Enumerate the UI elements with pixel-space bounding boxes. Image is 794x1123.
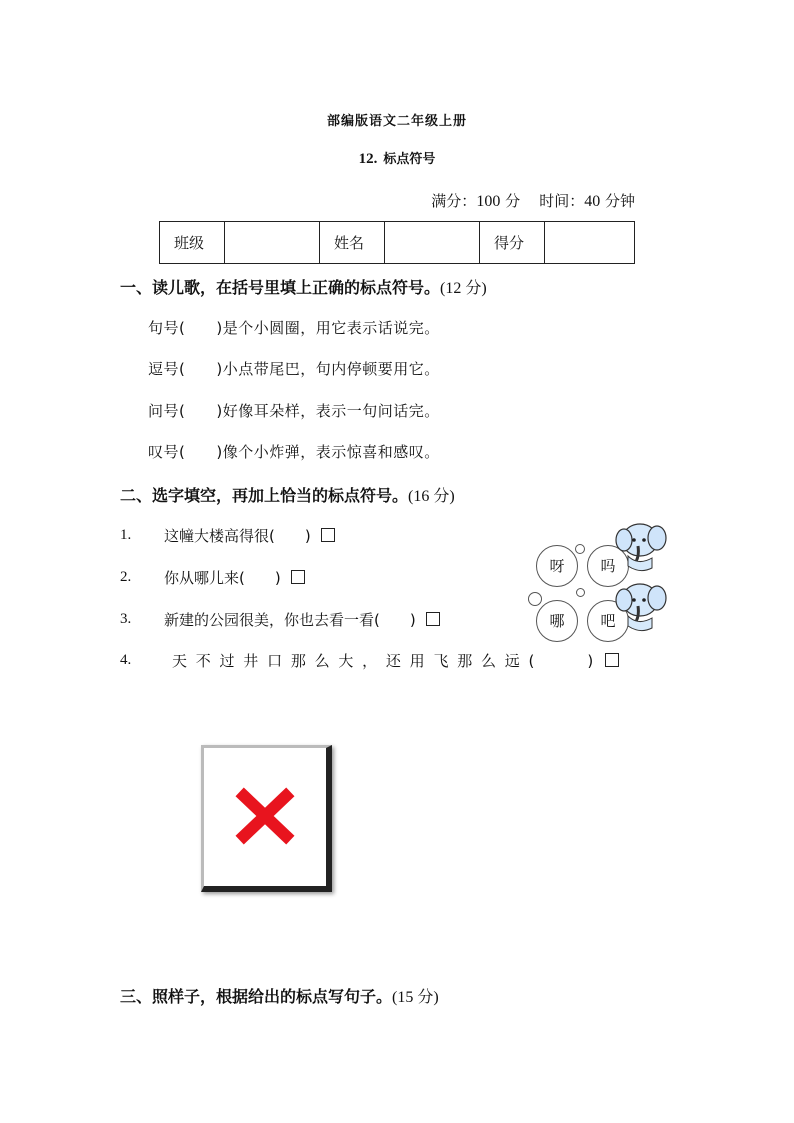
broken-image-placeholder — [201, 745, 332, 892]
section-1-title: 一、读儿歌，在括号里填上正确的标点符号。(12 分) — [120, 278, 487, 297]
bubble-char: 哪 — [536, 600, 578, 642]
lesson-title — [0, 148, 794, 168]
elephant-icon — [612, 578, 668, 636]
question-number: 2. — [120, 569, 132, 585]
question-text: 天 不 过 井 口 那 么 大 ， 还 用 飞 那 么 远 ( ) — [172, 650, 619, 671]
full-score-value: 100 — [476, 193, 501, 210]
poem-line: 句号( )是个小圆圈，用它表示话说完。 — [148, 319, 440, 337]
name-label: 姓名 — [320, 222, 385, 264]
time-value: 40 — [584, 193, 601, 210]
time-unit: 分钟 — [604, 192, 635, 210]
name-field[interactable] — [385, 222, 480, 264]
full-score-label: 满分： — [431, 192, 477, 210]
question-text: 新建的公园很美，你也去看一看( ) — [164, 609, 440, 630]
student-info-table — [159, 221, 635, 264]
broken-image-icon — [204, 748, 326, 886]
question-text: 你从哪儿来( ) — [164, 567, 305, 588]
answer-box[interactable] — [426, 612, 440, 626]
document-title: 部编版语文二年级上册 — [326, 114, 467, 129]
question-number: 4. — [120, 652, 132, 668]
score-label: 得分 — [480, 222, 545, 264]
answer-box[interactable] — [321, 528, 335, 542]
full-score-unit: 分 — [505, 192, 521, 210]
bubble-char: 吗 — [587, 545, 629, 587]
question-text: 这幢大楼高得很( ) — [164, 525, 335, 546]
elephant-icon — [612, 518, 668, 576]
bubble-char: 吧 — [587, 600, 629, 642]
class-field[interactable] — [225, 222, 320, 264]
section-2-title: 二、选字填空，再加上恰当的标点符号。(16 分) — [120, 486, 455, 505]
question-number: 3. — [120, 611, 132, 627]
section-3-title: 三、照样子，根据给出的标点写句子。(15 分) — [120, 987, 439, 1006]
lesson-number: 12. — [358, 151, 378, 167]
poem-line: 问号( )好像耳朵样，表示一句问话完。 — [148, 402, 440, 420]
bubble-dot — [528, 592, 542, 606]
poem-line: 逗号( )小点带尾巴，句内停顿要用它。 — [148, 360, 440, 378]
score-time-line — [431, 190, 635, 211]
score-field[interactable] — [545, 222, 635, 264]
class-label: 班级 — [160, 222, 225, 264]
time-label: 时间： — [539, 192, 585, 210]
answer-box[interactable] — [291, 570, 305, 584]
bubble-dot — [575, 544, 585, 554]
question-number: 1. — [120, 527, 132, 543]
lesson-name: 标点符号 — [383, 152, 436, 167]
answer-box[interactable] — [605, 653, 619, 667]
poem-line: 叹号( )像个小炸弹，表示惊喜和感叹。 — [148, 443, 440, 461]
bubble-char: 呀 — [536, 545, 578, 587]
bubble-dot — [576, 588, 585, 597]
